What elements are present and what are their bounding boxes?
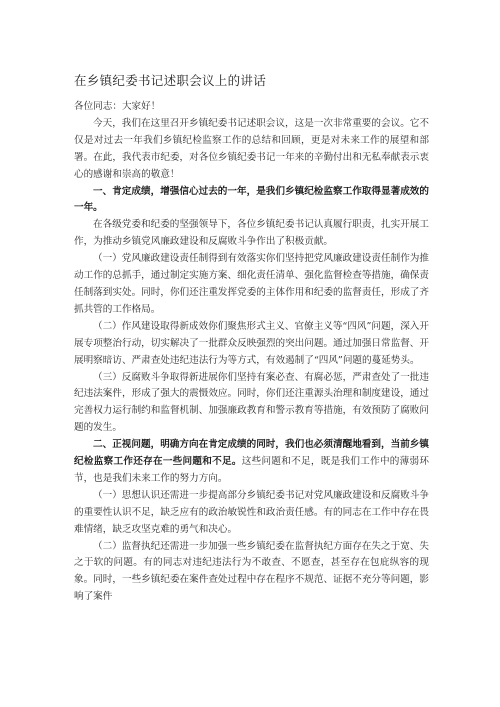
document-title: 在乡镇纪委书记述职会议上的讲话 bbox=[74, 73, 267, 88]
body-paragraph: 在各级党委和纪委的坚强领导下，各位乡镇纪委书记认真履行职责，扎实开展工作，为推动乡镇党风廉政建设和反腐败斗争作出了积极贡献。 bbox=[74, 219, 429, 248]
body-paragraph: （二）监督执纪还需进一步加强一些乡镇纪委在监督执纪方面存在失之于宽、失之于软的问题。有的同志对违纪违法行为不敢查、不愿查，甚至存在包庇纵容的现象。同时，一些乡镇纪委在案件查处过程中存在程序不规范、证据不充分等问题，影响了案件 bbox=[74, 540, 429, 603]
section-heading-continuation: 这些问题和不足，既是我们工作中的薄弱环节，也是我们未来工作的努力方向。 bbox=[74, 456, 430, 484]
body-paragraph: （一）思想认识还需进一步提高部分乡镇纪委书记对党风廉政建设和反腐败斗争的重要性认识不足，缺乏应有的政治敏锐性和政治责任感。有的同志在工作中存在畏难情绪，缺乏攻坚克难的勇气和决心。 bbox=[74, 489, 429, 535]
section-heading-paragraph bbox=[74, 184, 429, 218]
body-paragraph: 今天，我们在这里召开乡镇纪委书记述职会议，这是一次非常重要的会议。它不仅是对过去一年我们乡镇纪检监察工作的总结和回顾，更是对未来工作的展望和部署。在此，我代表市纪委，对各位乡镇纪委书记一年来的辛勤付出和无私奉献表示衷心的感谢和崇高的敬意！ bbox=[74, 117, 429, 180]
body-paragraph: （三）反腐败斗争取得新进展你们坚持有案必查、有腐必惩，严肃查处了一批违纪违法案件，形成了强大的震慑效应。同时，你们还注重源头治理和制度建设，通过完善权力运行制约和监督机制、加强廉政教育和警示教育等措施，有效预防了腐败问题的发生。 bbox=[74, 371, 429, 434]
body-paragraph: （一）党风廉政建设责任制得到有效落实你们坚持把党风廉政建设责任制作为推动工作的总抓手，通过制定实施方案、细化责任清单、强化监督检查等措施，确保责任制落到实处。同时，你们还注重发挥党委的主体作用和纪委的监督责任，形成了齐抓共管的工作格局。 bbox=[74, 253, 429, 315]
section-heading: 一、肯定成绩，增强信心过去的一年，是我们乡镇纪检监察工作取得显著成效的一年。 bbox=[74, 185, 429, 214]
section-heading-paragraph bbox=[74, 437, 429, 488]
document-body bbox=[74, 99, 429, 606]
section-heading: 二、正视问题，明确方向在肯定成绩的同时，我们也必须清醒地看到，当前乡镇纪检监察工作还存在一些问题和不足。 bbox=[74, 439, 429, 468]
body-paragraph: （二）作风建设取得新成效你们聚焦形式主义、官僚主义等“四风”问题，深入开展专项整治行动，切实解决了一批群众反映强烈的突出问题。通过加强日常监督、开展明察暗访、严肃查处违纪违法行为等方式，有效遏制了“四风”问题的蔓延势头。 bbox=[74, 320, 429, 366]
salutation: 各位同志：大家好！ bbox=[74, 101, 161, 112]
